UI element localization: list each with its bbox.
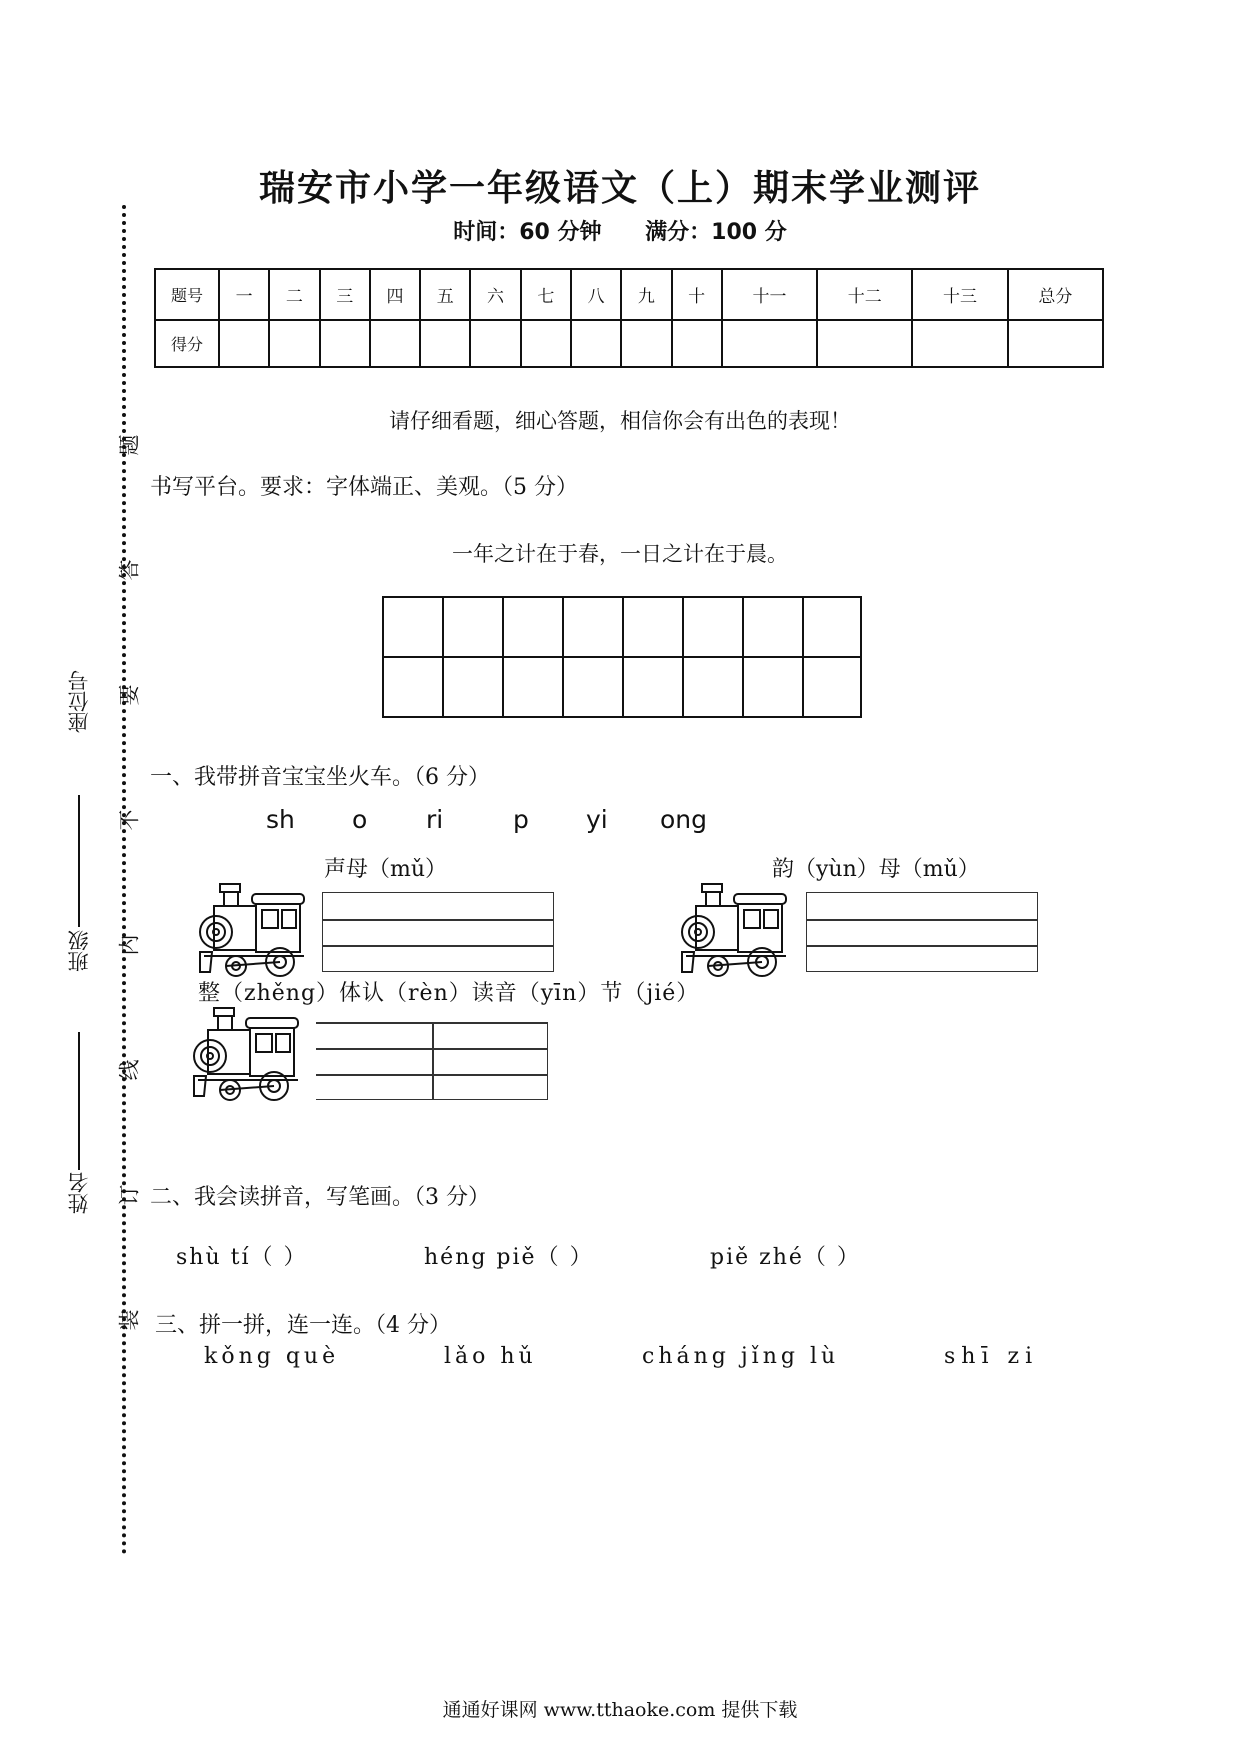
score-col-1: 一: [219, 269, 269, 320]
train-icon: [190, 1006, 318, 1102]
score-cell[interactable]: [621, 320, 671, 367]
q3-item-2[interactable]: lǎo hǔ: [444, 1344, 537, 1369]
score-cell[interactable]: [722, 320, 817, 367]
score-col-12: 十二: [817, 269, 912, 320]
binding-char: 要: [117, 684, 142, 706]
q2-item-1[interactable]: shù tí（ ）: [176, 1245, 308, 1270]
score-col-8: 八: [571, 269, 621, 320]
q1-yunmu-label: 韵（yùn）母（mǔ）: [772, 857, 980, 882]
q3-title: 三、拼一拼，连一连。（4 分）: [155, 1313, 451, 1338]
score-cell[interactable]: [420, 320, 470, 367]
q1-zhengti-label: 整（zhěng）体认（rèn）读音（yīn）节（jié）: [198, 981, 700, 1006]
exam-full-score: 满分：100 分: [645, 220, 787, 245]
binding-char: 装: [117, 1309, 142, 1331]
q2-title: 二、我会读拼音，写笔画。（3 分）: [150, 1185, 490, 1210]
score-cell[interactable]: [470, 320, 520, 367]
score-cell[interactable]: [672, 320, 722, 367]
binding-char: 内: [117, 934, 142, 956]
name-label: 姓名: [67, 1172, 91, 1214]
score-col-13: 十三: [912, 269, 1007, 320]
score-cell[interactable]: [521, 320, 571, 367]
zhengti-writing-lines[interactable]: [316, 1022, 548, 1100]
q1-pinyin-ong: ong: [660, 805, 708, 834]
q1-pinyin-p: p: [513, 805, 529, 834]
writing-instruction: 书写平台。要求：字体端正、美观。（5 分）: [150, 475, 578, 500]
score-col-4: 四: [370, 269, 420, 320]
score-cell[interactable]: [370, 320, 420, 367]
q1-pinyin-o: o: [352, 805, 368, 834]
score-table-row-label: 题号: [155, 269, 219, 320]
score-row-label: 得分: [155, 320, 219, 367]
q1-pinyin-sh: sh: [266, 805, 295, 834]
score-cell[interactable]: [912, 320, 1007, 367]
score-cell[interactable]: [571, 320, 621, 367]
name-field[interactable]: [78, 1032, 80, 1170]
binding-char: 订: [117, 1184, 142, 1206]
q2-item-3[interactable]: piě zhé（ ）: [710, 1245, 861, 1270]
score-cell[interactable]: [817, 320, 912, 367]
q3-item-4[interactable]: shī zi: [944, 1344, 1039, 1369]
train-icon: [196, 882, 324, 978]
binding-char: 不: [117, 809, 142, 831]
q1-shengmu-label: 声母（mǔ）: [324, 857, 448, 882]
q2-item-2[interactable]: héng piě（ ）: [424, 1245, 594, 1270]
q1-title: 一、我带拼音宝宝坐火车。（6 分）: [150, 765, 490, 790]
score-col-10: 十: [672, 269, 722, 320]
writing-grid[interactable]: [382, 596, 862, 718]
shengmu-writing-lines[interactable]: [322, 892, 554, 972]
score-col-6: 六: [470, 269, 520, 320]
score-table-header-row: [155, 269, 1103, 320]
class-field[interactable]: [78, 795, 80, 927]
score-col-11: 十一: [722, 269, 817, 320]
score-col-2: 二: [269, 269, 319, 320]
q3-item-1[interactable]: kǒng què: [204, 1344, 340, 1369]
score-cell[interactable]: [219, 320, 269, 367]
score-col-3: 三: [320, 269, 370, 320]
score-col-9: 九: [621, 269, 671, 320]
q1-pinyin-ri: ri: [426, 805, 444, 834]
binding-char: 答: [117, 559, 142, 581]
score-col-7: 七: [521, 269, 571, 320]
score-table: [154, 268, 1104, 368]
binding-char: 线: [117, 1059, 142, 1081]
q1-pinyin-yi: yi: [586, 805, 608, 834]
score-cell[interactable]: [269, 320, 319, 367]
page-title: 瑞安市小学一年级语文（上）期末学业测评: [258, 168, 981, 209]
score-cell-total[interactable]: [1008, 320, 1103, 367]
score-col-5: 五: [420, 269, 470, 320]
score-col-total: 总分: [1008, 269, 1103, 320]
writing-motto: 一年之计在于春，一日之计在于晨。: [452, 542, 788, 566]
seat-label: 座位号: [67, 670, 91, 733]
train-icon: [678, 882, 806, 978]
yunmu-writing-lines[interactable]: [806, 892, 1038, 972]
q3-item-3[interactable]: cháng jǐng lù: [642, 1344, 840, 1369]
binding-char: 题: [117, 434, 142, 456]
encouragement-text: 请仔细看题，细心答题，相信你会有出色的表现！: [389, 409, 851, 433]
footer-credit: 通通好课网 www.tthaoke.com 提供下载: [442, 1699, 798, 1721]
score-cell[interactable]: [320, 320, 370, 367]
binding-dotted-line: [122, 205, 126, 1555]
score-table-score-row: [155, 320, 1103, 367]
exam-time: 时间：60 分钟: [453, 220, 602, 245]
class-label: 班级: [67, 930, 91, 972]
exam-info: [0, 215, 1240, 246]
